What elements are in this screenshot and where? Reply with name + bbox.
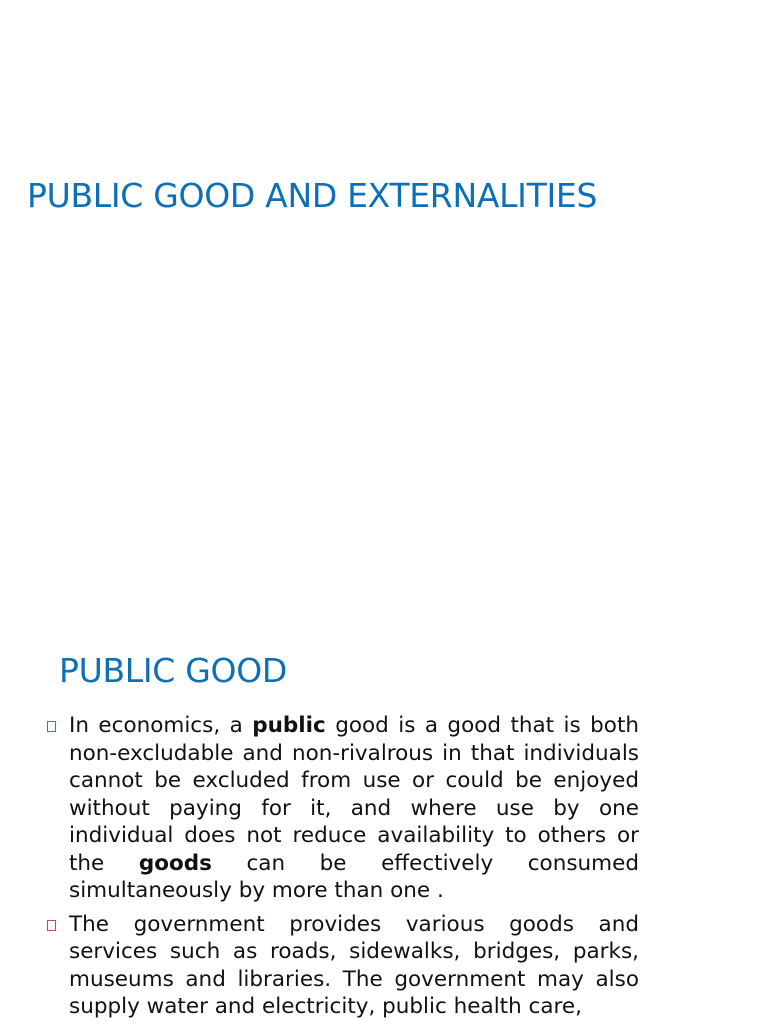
emphasis-goods: goods — [138, 850, 212, 876]
slide-public-good — [0, 600, 768, 1024]
emphasis-public: public — [252, 713, 326, 738]
section-heading: PUBLIC GOOD — [59, 651, 287, 690]
bullet-item-definition — [47, 712, 647, 905]
definition-text-part: In economics, a — [69, 713, 253, 738]
bullet-list — [47, 712, 647, 1024]
bullet-item-government — [47, 911, 647, 1021]
presentation-title: PUBLIC GOOD AND EXTERNALITIES — [27, 176, 598, 215]
hollow-square-bullet-icon — [47, 920, 56, 931]
bullet-text-definition — [69, 712, 639, 905]
bullet-text-government: The government provides various goods and services such as roads, sidewalks, bridges, parks, museums and libraries. The government may also supply water and electricity, public health care, — [69, 911, 639, 1019]
hollow-square-bullet-icon — [47, 721, 56, 732]
definition-text-part: good is a good that is both non-excludable and non-rivalrous in that individuals cannot be excluded from use or could be enjoyed without paying for it, and where use by one individual does not reduce availability to others or the — [69, 713, 640, 876]
definition-text-part: can be effectively consumed simultaneously by more than one . — [69, 850, 639, 903]
